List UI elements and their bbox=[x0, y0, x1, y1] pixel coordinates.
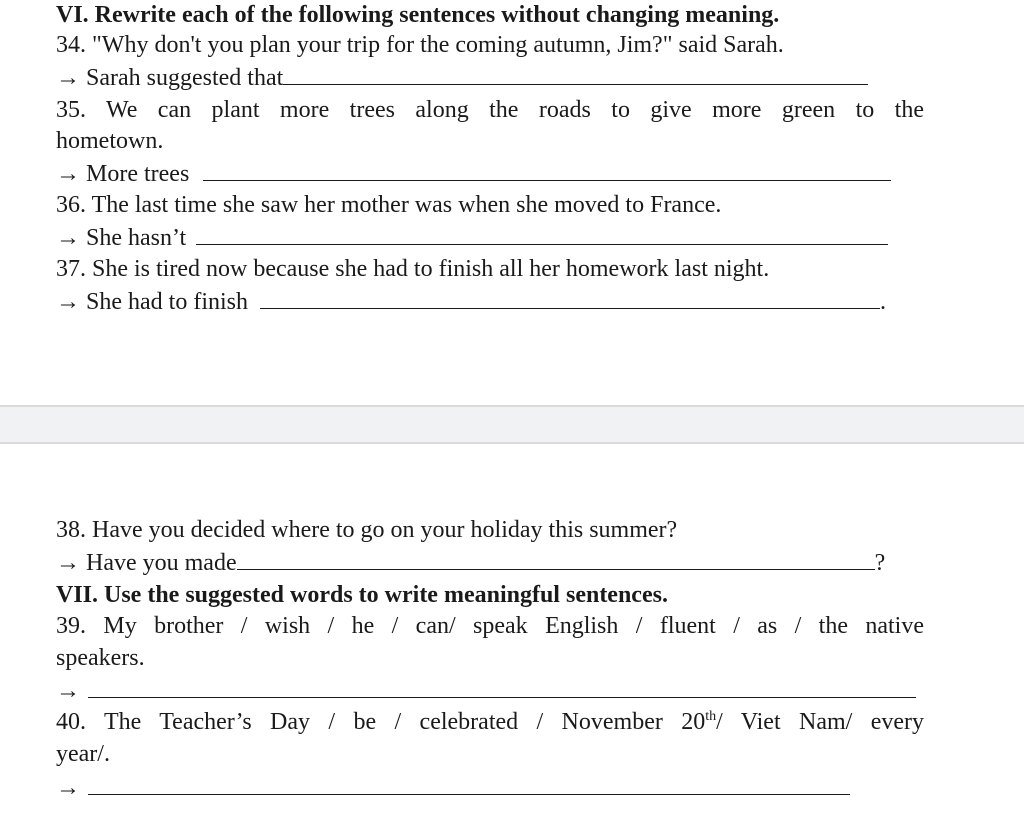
question-40-line-2: year/. bbox=[56, 741, 110, 767]
answer-36-blank[interactable] bbox=[196, 222, 888, 245]
answer-35 bbox=[56, 158, 891, 189]
answer-34-prompt: → Sarah suggested that bbox=[56, 65, 284, 91]
section-6-heading: VI. Rewrite each of the following sentences without changing meaning. bbox=[56, 2, 780, 28]
question-36: 36. The last time she saw her mother was when she moved to France. bbox=[56, 192, 722, 218]
question-38: 38. Have you decided where to go on your holiday this summer? bbox=[56, 517, 678, 543]
answer-40-blank[interactable] bbox=[88, 772, 850, 795]
document-page-bottom bbox=[0, 444, 1024, 834]
question-40-text-a: 40. The Teacher’s Day / be / celebrated / November 20 bbox=[56, 709, 706, 735]
answer-37-prompt: → She had to finish bbox=[56, 289, 248, 315]
answer-40 bbox=[56, 772, 850, 803]
answer-39-blank[interactable] bbox=[88, 675, 916, 698]
answer-34-blank[interactable] bbox=[283, 62, 868, 85]
question-37: 37. She is tired now because she had to finish all her homework last night. bbox=[56, 256, 770, 282]
answer-36-prompt: → She hasn’t bbox=[56, 225, 187, 251]
question-40-text-b: / Viet Nam/ every bbox=[716, 709, 924, 735]
section-7-heading: VII. Use the suggested words to write meaningful sentences. bbox=[56, 582, 668, 608]
question-39-line-1: 39. My brother / wish / he / can/ speak English / fluent / as / the native bbox=[56, 613, 924, 639]
answer-35-prompt: → More trees bbox=[56, 161, 190, 187]
question-35-line-1: 35. We can plant more trees along the roads to give more green to the bbox=[56, 97, 924, 123]
answer-38-end: ? bbox=[874, 550, 886, 576]
question-40-line-1 bbox=[56, 707, 924, 737]
answer-36 bbox=[56, 222, 888, 253]
answer-35-blank[interactable] bbox=[203, 158, 891, 181]
page-break bbox=[0, 405, 1024, 444]
answer-39 bbox=[56, 675, 916, 706]
question-40-superscript: th bbox=[705, 709, 717, 724]
answer-37-end: . bbox=[880, 289, 886, 315]
answer-34 bbox=[56, 62, 868, 93]
document-page-top bbox=[0, 0, 1024, 405]
answer-37-blank[interactable] bbox=[260, 286, 880, 309]
question-39-line-2: speakers. bbox=[56, 645, 145, 671]
answer-39-prompt: → bbox=[56, 678, 80, 704]
answer-40-prompt: → bbox=[56, 775, 80, 801]
question-35-line-2: hometown. bbox=[56, 128, 164, 154]
answer-37 bbox=[56, 286, 886, 317]
question-34: 34. "Why don't you plan your trip for the coming autumn, Jim?" said Sarah. bbox=[56, 32, 784, 58]
answer-38-blank[interactable] bbox=[237, 547, 875, 570]
answer-38 bbox=[56, 547, 885, 578]
answer-38-prompt: → Have you made bbox=[56, 550, 237, 576]
